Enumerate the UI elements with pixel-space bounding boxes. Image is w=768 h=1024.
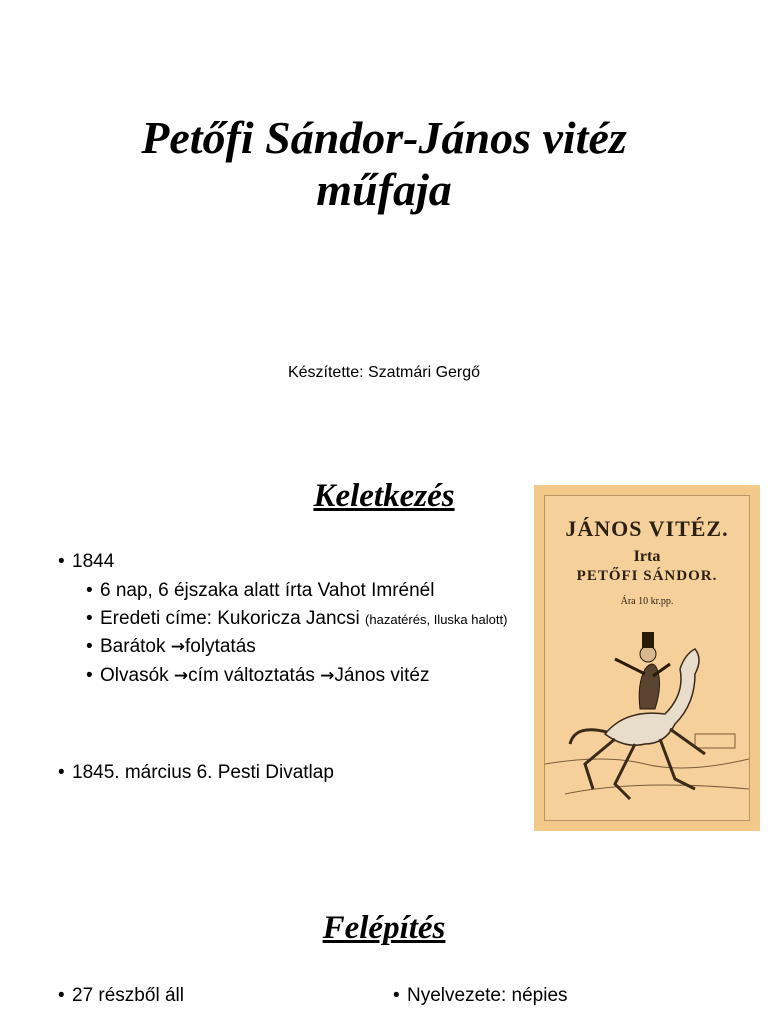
sub-bullet-readers: • Olvasók →cím változtatás →János vitéz <box>86 665 430 686</box>
cover-title: JÁNOS VITÉZ. <box>565 516 729 541</box>
book-cover-image <box>534 485 760 831</box>
hussar-on-horse-illustration <box>545 614 749 820</box>
section-heading-keletkezes: Keletkezés <box>313 478 455 514</box>
sub-bullet-friends: • Barátok →folytatás <box>86 636 256 657</box>
bullet-language: • Nyelvezete: népies <box>393 985 568 1006</box>
cover-price: Ára 10 kr.pp. <box>620 596 674 607</box>
arrow-right-icon: → <box>173 666 189 686</box>
arrow-right-icon: → <box>170 637 186 657</box>
bullet-1844: • 1844 <box>58 551 115 572</box>
author-credit: Készítette: Szatmári Gergő <box>287 364 481 381</box>
cover-author: PETŐFI SÁNDOR. <box>576 568 718 584</box>
title-line-1: Petőfi Sándor-János vitéz <box>141 112 627 163</box>
sub-bullet-written: • 6 nap, 6 éjszaka alatt írta Vahot Imrénél <box>86 580 435 601</box>
cover-irta: Irta <box>633 548 661 565</box>
original-title-note: (hazatérés, Iluska halott) <box>365 612 508 627</box>
title-line-2: műfaja <box>316 164 452 215</box>
bullet-1845: • 1845. március 6. Pesti Divatlap <box>58 762 334 783</box>
sub-bullet-original-title: • Eredeti címe: Kukoricza Jancsi (hazatérés, Iluska halott) <box>86 608 508 629</box>
section-heading-felepites: Felépítés <box>322 910 446 946</box>
slide-title <box>0 112 768 216</box>
arrow-right-icon: → <box>320 666 335 686</box>
bullet-27-parts: • 27 részből áll <box>58 985 184 1006</box>
